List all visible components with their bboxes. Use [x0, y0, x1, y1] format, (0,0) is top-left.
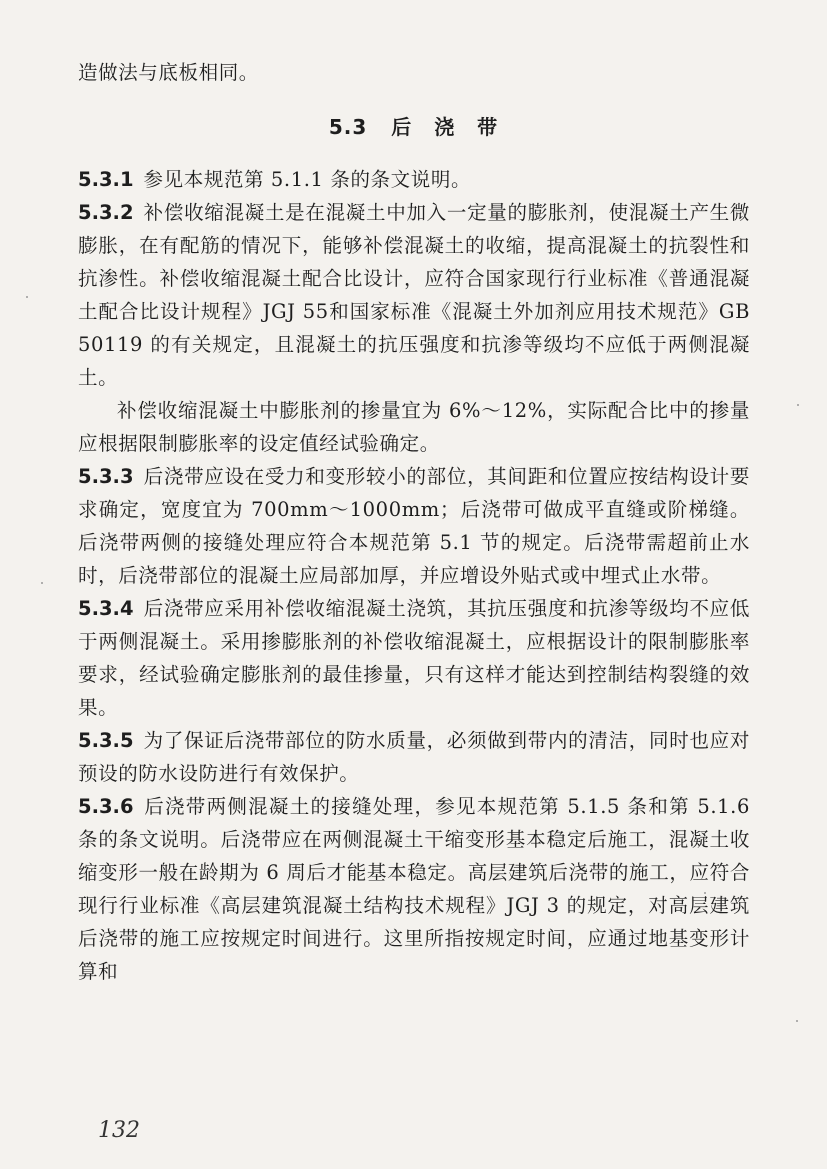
clause-number: 5.3.4: [78, 597, 134, 620]
clause-number: 5.3.6: [78, 795, 134, 818]
scan-speck: [796, 1020, 798, 1022]
section-number: 5.3: [328, 115, 368, 139]
clause-text: 后浇带两侧混凝土的接缝处理，参见本规范第 5.1.5 条和第 5.1.6 条的条文说明。后浇带应在两侧混凝土干缩变形基本稳定后施工，混凝土收缩变形一般在龄期为 6 周后才能基本稳定。高层建筑后浇带的施工，应符合现行行业标准《高层建筑混凝土结构技术规程》JGJ 3 的规定，对高层建筑后浇带的施工应按规定时间进行。这里所指按规定时间，应通过地基变形计算和: [78, 795, 750, 983]
clause-5-3-6: [78, 790, 750, 988]
clause-number: 5.3.3: [78, 465, 134, 488]
section-title: 后 浇 带: [391, 115, 499, 139]
continued-paragraph: 造做法与底板相同。: [78, 61, 259, 84]
clause-5-3-2-continued: [78, 394, 750, 460]
clause-text: 后浇带应采用补偿收缩混凝土浇筑，其抗压强度和抗渗等级均不应低于两侧混凝土。采用掺膨胀剂的补偿收缩混凝土，应根据设计的限制膨胀率要求，经试验确定膨胀剂的最佳掺量，只有这样才能达到控制结构裂缝的效果。: [78, 597, 750, 719]
scan-speck: [41, 582, 43, 584]
clause-text: 后浇带应设在受力和变形较小的部位，其间距和位置应按结构设计要求确定，宽度宜为 700mm～1000mm；后浇带可做成平直缝或阶梯缝。后浇带两侧的接缝处理应符合本规范第 5.1 节的规定。后浇带需超前止水时，后浇带部位的混凝土应局部加厚，并应增设外贴式或中埋式止水带。: [78, 465, 750, 587]
clause-text: 补偿收缩混凝土中膨胀剂的掺量宜为 6%～12%，实际配合比中的掺量应根据限制膨胀率的设定值经试验确定。: [78, 399, 750, 455]
clause-5-3-3: [78, 460, 750, 592]
clause-5-3-5: [78, 724, 750, 790]
clause-body: [78, 163, 750, 988]
scan-speck: [797, 404, 799, 406]
clause-5-3-4: [78, 592, 750, 724]
clause-text: 为了保证后浇带部位的防水质量，必须做到带内的清洁，同时也应对预设的防水设防进行有效保护。: [78, 729, 750, 785]
clause-text: 补偿收缩混凝土是在混凝土中加入一定量的膨胀剂，使混凝土产生微膨胀，在有配筋的情况下，能够补偿混凝土的收缩，提高混凝土的抗裂性和抗渗性。补偿收缩混凝土配合比设计，应符合国家现行行业标准《普通混凝土配合比设计规程》JGJ 55和国家标准《混凝土外加剂应用技术规范》GB 50119 的有关规定，且混凝土的抗压强度和抗渗等级均不应低于两侧混凝土。: [78, 201, 750, 389]
clause-number: 5.3.2: [78, 201, 134, 224]
clause-number: 5.3.5: [78, 729, 134, 752]
clause-5-3-1: [78, 163, 750, 196]
page-number: 132: [98, 1118, 140, 1143]
clause-number: 5.3.1: [78, 168, 134, 191]
section-heading: [0, 111, 827, 140]
scan-speck: [26, 296, 28, 298]
clause-5-3-2: [78, 196, 750, 394]
clause-text: 参见本规范第 5.1.1 条的条文说明。: [143, 168, 472, 191]
scan-speck: [704, 892, 706, 894]
